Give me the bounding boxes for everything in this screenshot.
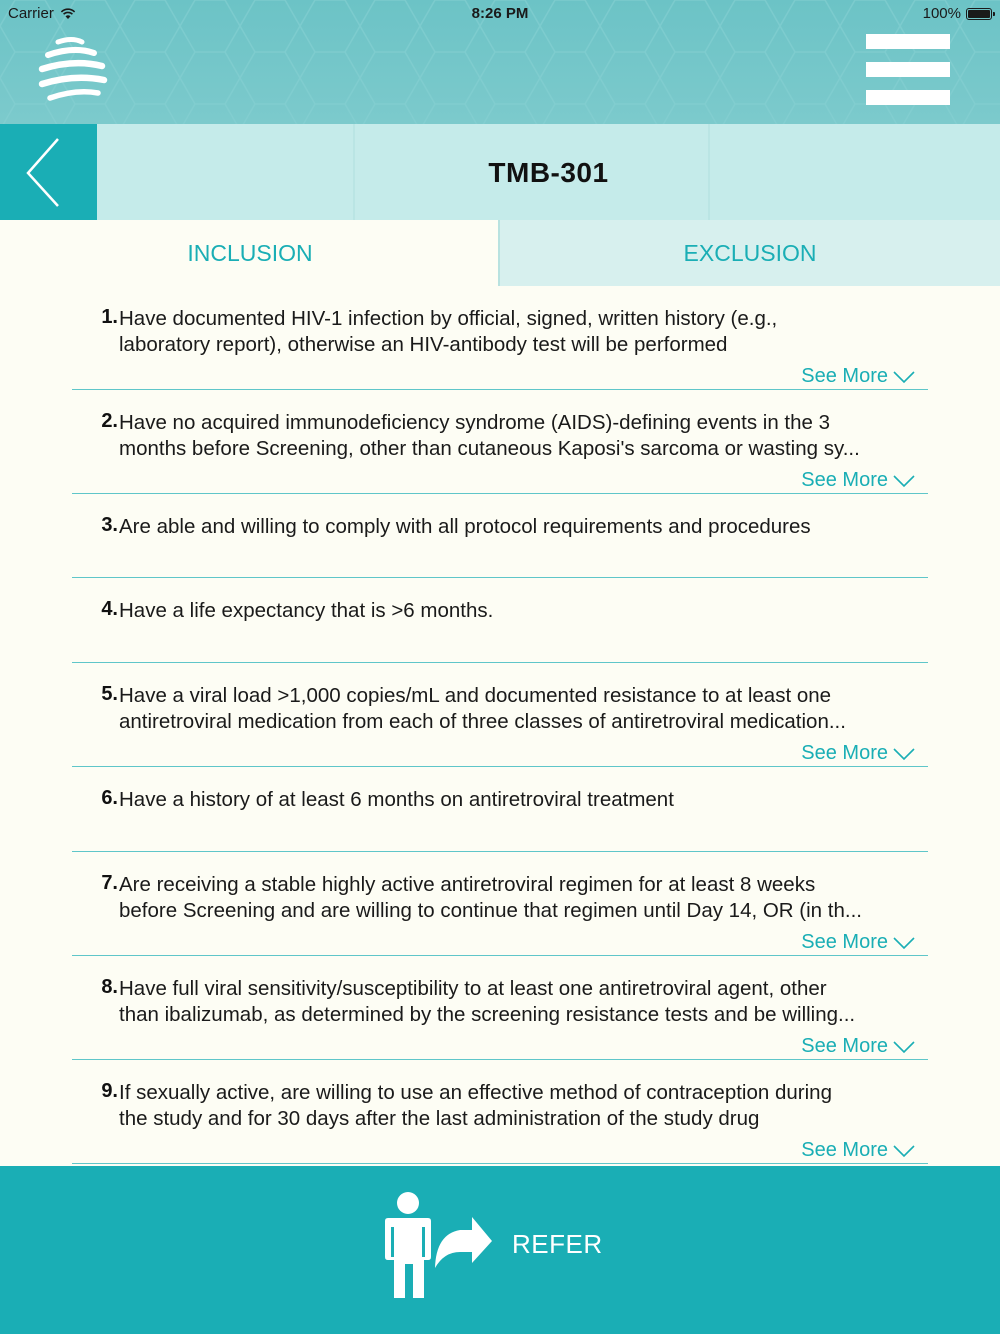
item-number: 6. xyxy=(101,787,118,809)
app-header xyxy=(0,0,1000,124)
battery-indicator xyxy=(923,5,992,22)
see-more-button[interactable] xyxy=(801,469,916,492)
item-text xyxy=(119,787,931,813)
item-text-line: Have a life expectancy that is >6 months. xyxy=(119,599,494,622)
see-more-button[interactable] xyxy=(801,365,916,388)
item-number: 3. xyxy=(101,514,118,536)
footer-bar xyxy=(0,1166,1000,1334)
chevron-down-icon xyxy=(892,1040,916,1054)
item-text xyxy=(119,514,931,540)
list-item[interactable] xyxy=(72,578,928,663)
item-text-line: months before Screening, other than cutaneous Kaposi's sarcoma or wasting sy... xyxy=(119,437,860,460)
carrier-label: Carrier xyxy=(8,5,54,22)
chevron-down-icon xyxy=(892,747,916,761)
item-text xyxy=(119,306,931,358)
battery-icon xyxy=(966,8,992,20)
list-item[interactable] xyxy=(72,494,928,578)
list-item[interactable] xyxy=(72,956,928,1060)
title-bar xyxy=(0,124,1000,220)
item-number: 2. xyxy=(101,410,118,432)
refer-button[interactable] xyxy=(380,1190,620,1310)
item-text-line: Are able and willing to comply with all protocol requirements and procedures xyxy=(119,515,811,538)
item-number: 5. xyxy=(101,683,118,705)
item-number: 1. xyxy=(101,306,118,328)
item-text xyxy=(119,1080,931,1132)
tab-exclusion[interactable]: EXCLUSION xyxy=(500,220,1000,286)
list-item[interactable] xyxy=(72,663,928,767)
chevron-down-icon xyxy=(892,936,916,950)
see-more-button[interactable] xyxy=(801,931,916,954)
item-number: 8. xyxy=(101,976,118,998)
refer-label: REFER xyxy=(512,1229,603,1259)
item-number: 7. xyxy=(101,872,118,894)
see-more-button[interactable] xyxy=(801,1139,916,1162)
see-more-button[interactable] xyxy=(801,742,916,765)
see-more-label: See More xyxy=(801,365,888,387)
chevron-left-icon xyxy=(0,124,97,220)
item-text-line: Have documented HIV-1 infection by official, signed, written history (e.g., xyxy=(119,307,778,330)
item-text-line: Have full viral sensitivity/susceptibility to at least one antiretroviral agent, other xyxy=(119,977,827,1000)
person-arrow-icon xyxy=(380,1190,500,1310)
tab-divider xyxy=(498,220,500,286)
see-more-button[interactable] xyxy=(801,1035,916,1058)
see-more-label: See More xyxy=(801,1035,888,1057)
back-button[interactable] xyxy=(0,124,97,220)
item-text xyxy=(119,976,931,1028)
item-text-line: antiretroviral medication from each of three classes of antiretroviral medication... xyxy=(119,710,846,733)
criteria-list xyxy=(0,286,1000,1166)
item-text-line: the study and for 30 days after the last administration of the study drug xyxy=(119,1107,760,1130)
stripes-logo-icon xyxy=(36,36,110,108)
hamburger-menu-icon[interactable] xyxy=(866,34,950,106)
chevron-down-icon xyxy=(892,370,916,384)
see-more-label: See More xyxy=(801,1139,888,1161)
list-item[interactable] xyxy=(72,390,928,494)
battery-percent: 100% xyxy=(922,5,961,22)
item-text-line: than ibalizumab, as determined by the screening resistance tests and be willing... xyxy=(119,1003,856,1026)
item-text-line: Are receiving a stable highly active antiretroviral regimen for at least 8 weeks xyxy=(119,873,816,896)
chevron-down-icon xyxy=(892,1144,916,1158)
item-text-line: Have a viral load >1,000 copies/mL and documented resistance to at least one xyxy=(119,684,832,707)
list-item[interactable] xyxy=(72,767,928,852)
item-number: 9. xyxy=(101,1080,118,1102)
list-item[interactable] xyxy=(72,286,928,390)
status-time: 8:26 PM xyxy=(471,5,529,22)
item-text-line: Have no acquired immunodeficiency syndrome (AIDS)-defining events in the 3 xyxy=(119,411,831,434)
item-text-line: before Screening and are willing to continue that regimen until Day 14, OR (in th... xyxy=(119,899,862,922)
item-text xyxy=(119,410,931,462)
item-text xyxy=(119,598,931,624)
item-text xyxy=(119,872,931,924)
list-item[interactable] xyxy=(72,1060,928,1164)
status-bar xyxy=(0,0,1000,30)
see-more-label: See More xyxy=(801,742,888,764)
list-item[interactable] xyxy=(72,852,928,956)
item-text-line: laboratory report), otherwise an HIV-antibody test will be performed xyxy=(119,333,728,356)
item-text-line: If sexually active, are willing to use an effective method of contraception during xyxy=(119,1081,832,1104)
item-text-line: Have a history of at least 6 months on antiretroviral treatment xyxy=(119,788,674,811)
tab-inclusion[interactable]: INCLUSION xyxy=(0,220,500,286)
chevron-down-icon xyxy=(892,474,916,488)
page-title: TMB-301 xyxy=(488,157,609,188)
item-text xyxy=(119,683,931,735)
item-number: 4. xyxy=(101,598,118,620)
see-more-label: See More xyxy=(801,469,888,491)
see-more-label: See More xyxy=(801,931,888,953)
criteria-tabs xyxy=(0,220,1000,286)
